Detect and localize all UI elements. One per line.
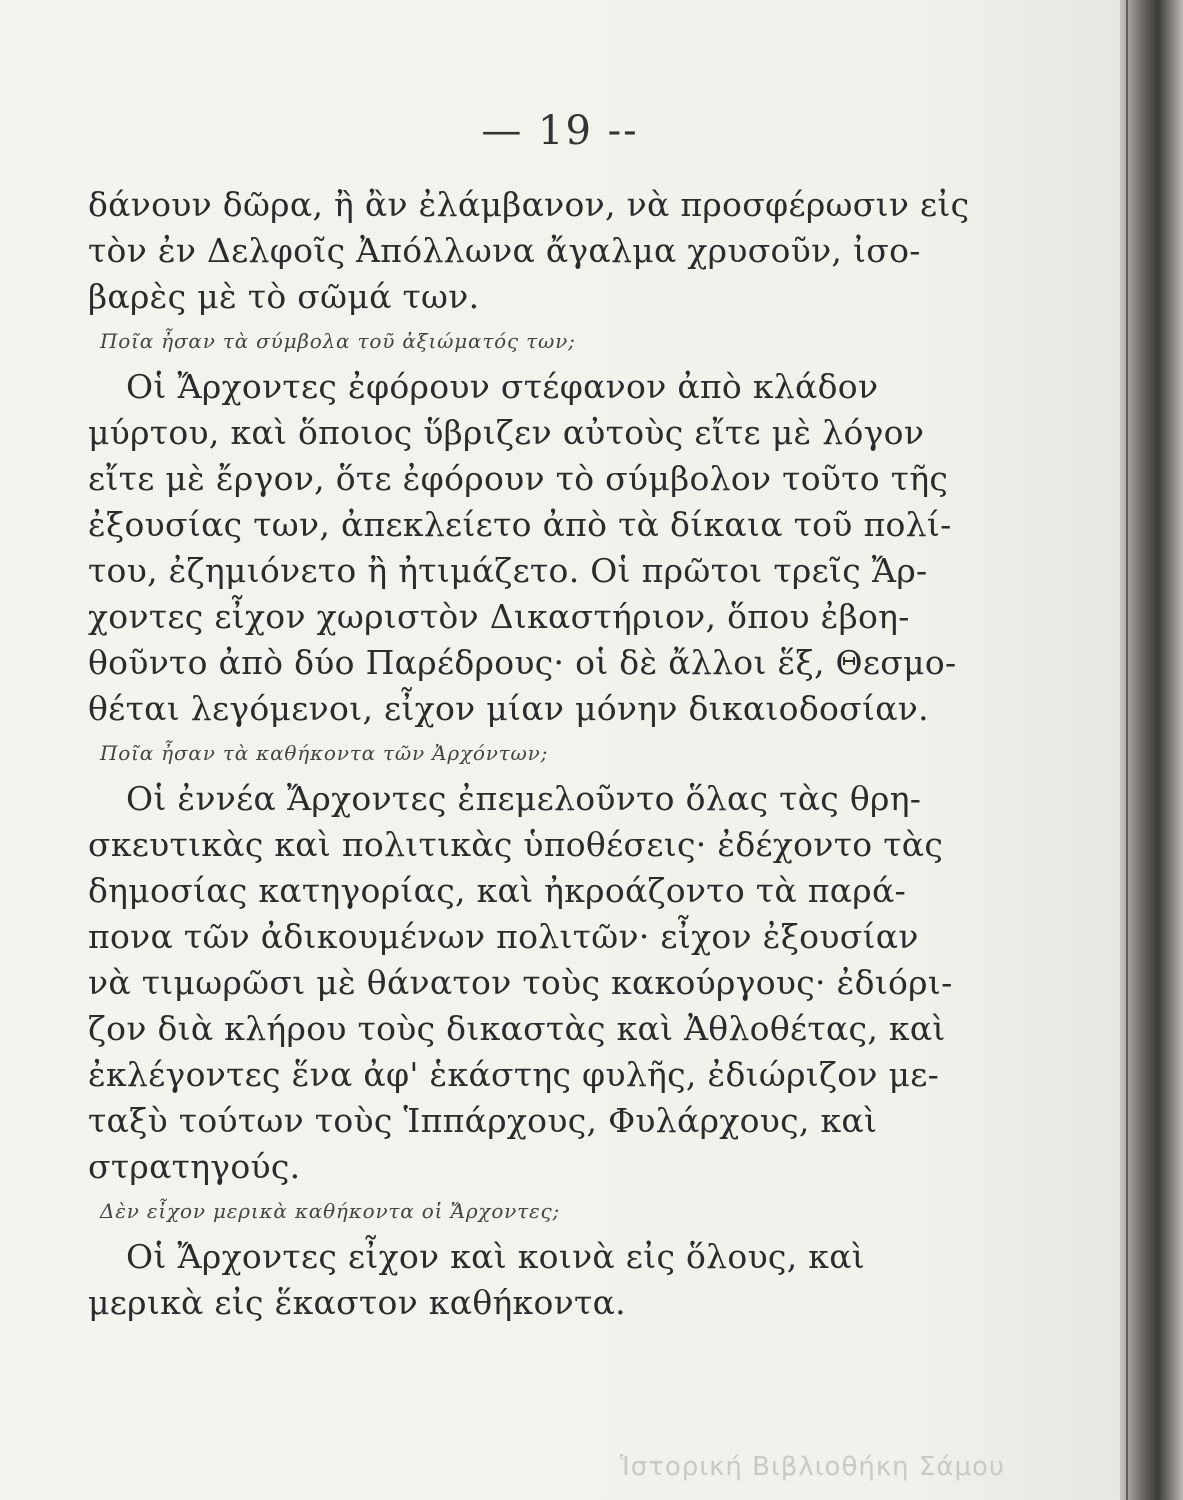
text-line: πονα τῶν ἀδικουμένων πολιτῶν· εἶχον ἐξουσίαν [88, 917, 919, 956]
book-spine-edge [1120, 0, 1183, 1500]
text-line: δάνουν δῶρα, ἢ ἂν ἐλάμβανον, νὰ προσφέρωσιν εἰς [88, 185, 970, 224]
text-line: ἐξουσίας των, ἀπεκλείετο ἀπὸ τὰ δίκαια τοῦ πολί- [88, 505, 952, 544]
question-heading: Ποῖα ἦσαν τὰ καθήκοντα τῶν Ἀρχόντων; [100, 741, 549, 765]
paragraph-specific-duties [88, 1234, 938, 1326]
page-text [88, 182, 970, 1326]
text-line: ζον διὰ κλήρου τοὺς δικαστὰς καὶ Ἀθλοθέτας, καὶ [88, 1009, 946, 1048]
text-line: χοντες εἶχον χωριστὸν Δικαστήριον, ὅπου ἐβοη- [88, 597, 910, 636]
paragraph-continuation [88, 182, 970, 320]
text-line: Οἱ ἐννέα Ἄρχοντες ἐπεμελοῦντο ὅλας τὰς θρη- [126, 779, 922, 818]
text-line: θέται λεγόμενοι, εἶχον μίαν μόνην δικαιοδοσίαν. [88, 689, 929, 728]
text-line: του, ἐζημιόνετο ἢ ἠτιμάζετο. Οἱ πρῶτοι τρεῖς Ἄρ- [88, 551, 928, 590]
text-line: δημοσίας κατηγορίας, καὶ ἠκροάζοντο τὰ παρά- [88, 871, 907, 910]
library-watermark: Ἱστορική Βιβλιοθήκη Σάμου [620, 1452, 1005, 1482]
paragraph-duties [88, 776, 953, 1190]
text-line: νὰ τιμωρῶσι μὲ θάνατον τοὺς κακούργους· ἐδιόρι- [88, 963, 953, 1002]
text-line: θοῦντο ἀπὸ δύο Παρέδρους· οἱ δὲ ἄλλοι ἕξ, Θεσμο- [88, 643, 957, 682]
text-line: τὸν ἐν Δελφοῖς Ἀπόλλωνα ἄγαλμα χρυσοῦν, ἰσο- [88, 231, 921, 270]
text-line: ἐκλέγοντες ἕνα ἀφ' ἑκάστης φυλῆς, ἐδιώριζον με- [88, 1055, 940, 1094]
text-line: σκευτικὰς καὶ πολιτικὰς ὑποθέσεις· ἐδέχοντο τὰς [88, 825, 944, 864]
text-line: στρατηγούς. [88, 1147, 301, 1186]
question-heading: Δὲν εἶχον μερικὰ καθήκοντα οἱ Ἄρχοντες; [100, 1199, 561, 1223]
page-number: — 19 -- [481, 108, 639, 154]
text-line: μύρτου, καὶ ὅποιος ὕβριζεν αὐτοὺς εἴτε μὲ λόγον [88, 413, 925, 452]
text-line: βαρὲς μὲ τὸ σῶμά των. [88, 277, 480, 316]
paragraph-symbols [88, 364, 957, 732]
question-heading: Ποῖα ἦσαν τὰ σύμβολα τοῦ ἀξιώματός των; [100, 329, 576, 353]
text-line: εἴτε μὲ ἔργον, ὅτε ἐφόρουν τὸ σύμβολον τοῦτο τῆς [88, 459, 949, 498]
text-line: μερικὰ εἰς ἕκαστον καθήκοντα. [88, 1283, 626, 1322]
text-line: Οἱ Ἄρχοντες εἶχον καὶ κοινὰ εἰς ὅλους, καὶ [126, 1237, 866, 1276]
text-line: Οἱ Ἄρχοντες ἐφόρουν στέφανον ἀπὸ κλάδον [126, 367, 879, 406]
text-line: ταξὺ τούτων τοὺς Ἱππάρχους, Φυλάρχους, καὶ [88, 1101, 878, 1140]
